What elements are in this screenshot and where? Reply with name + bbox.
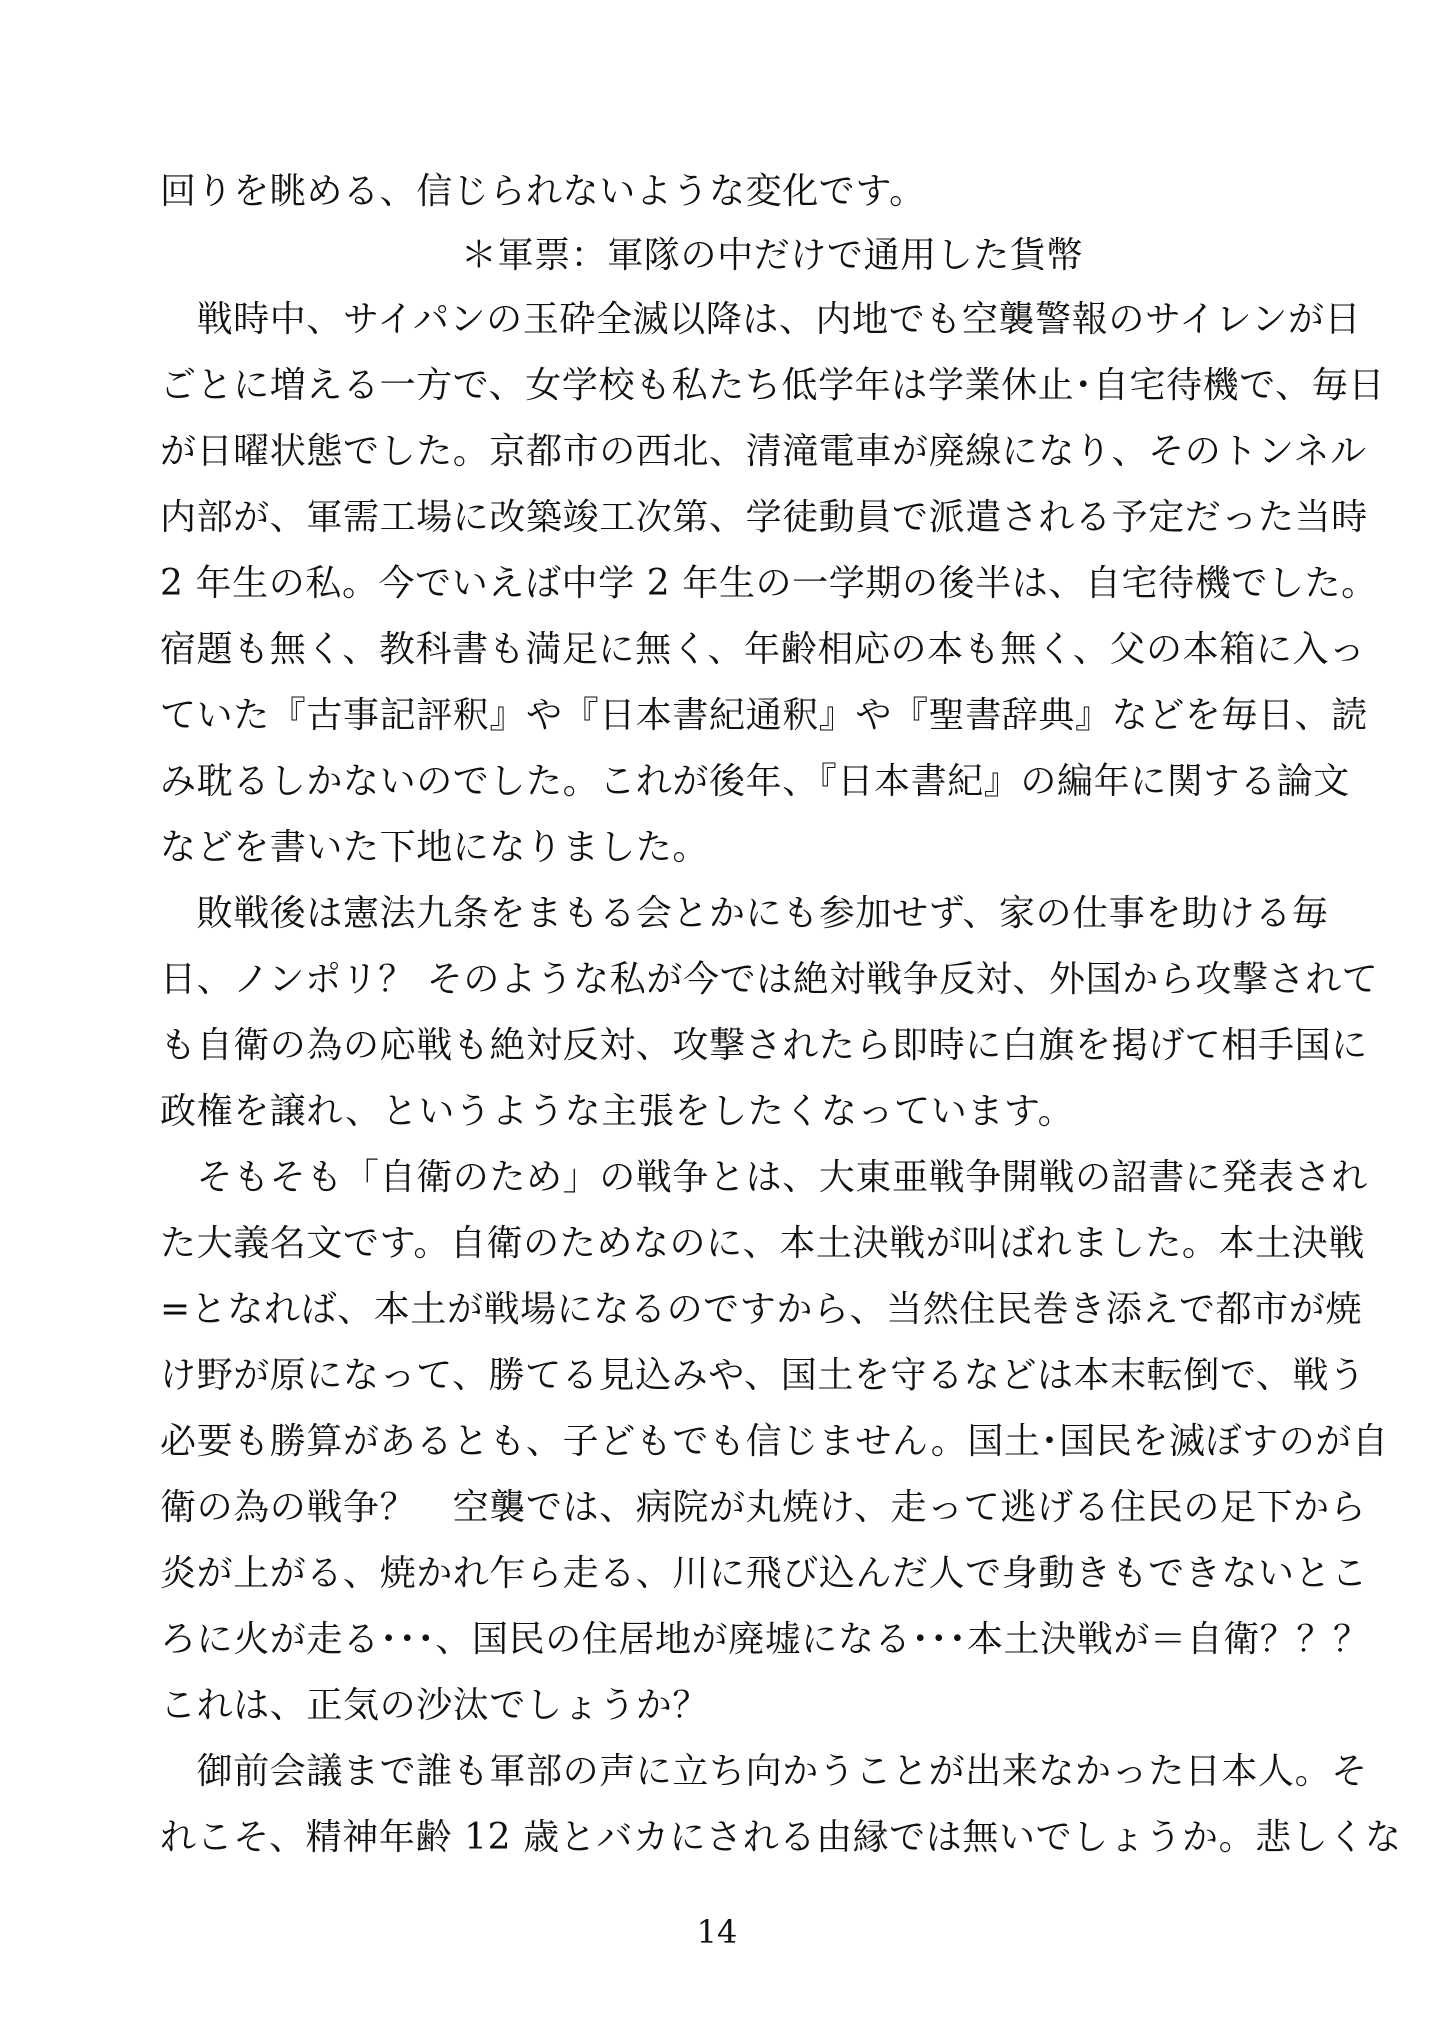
text-line: み耽るしかないのでした。これが後年、『日本書紀』の編年に関する論文: [160, 761, 1350, 802]
text-line: 敗戦後は憲法九条をまもる会とかにも参加せず、家の仕事を助ける毎: [160, 893, 1329, 934]
text-line: 日、ノンポリ？ そのような私が今では絶対戦争反対、外国から攻撃されて: [160, 959, 1379, 1000]
text-line: 政権を譲れ、というような主張をしたくなっています。: [160, 1091, 1075, 1132]
text-line: も自衛の為の応戦も絶対反対、攻撃されたら即時に白旗を掲げて相手国に: [160, 1025, 1368, 1066]
text-line: 内部が、軍需工場に改築竣工次第、学徒動員で派遣される予定だった当時: [160, 497, 1368, 538]
text-line: そもそも「自衛のため」の戦争とは、大東亜戦争開戦の詔書に発表され: [160, 1157, 1368, 1198]
page-number: 14: [696, 1913, 738, 1951]
text-line: 戦時中、サイパンの玉砕全滅以降は、内地でも空襲警報のサイレンが日: [160, 299, 1362, 340]
text-line: け野が原になって、勝てる見込みや、国土を守るなどは本末転倒で、戦う: [160, 1355, 1366, 1396]
text-line: これは、正気の沙汰でしょうか？: [160, 1685, 710, 1726]
text-line: 炎が上がる、焼かれ乍ら走る、川に飛び込んだ人で身動きもできないとこ: [160, 1553, 1368, 1594]
text-line: 宿題も無く、教科書も満足に無く、年齢相応の本も無く、父の本箱に入っ: [160, 629, 1366, 670]
text-line: 衛の為の戦争？ 空襲では、病院が丸焼け、走って逃げる住民の足下から: [160, 1487, 1367, 1528]
text-line: などを書いた下地になりました。: [160, 827, 710, 868]
footnote-line: ＊軍票：軍隊の中だけで通用した貨幣: [460, 235, 1084, 276]
text-line: ろに火が走る･･･、国民の住居地が廃墟になる･･･本土決戦が＝自衛？？？: [160, 1619, 1370, 1660]
text-line: 2 年生の私。今でいえば中学 2 年生の一学期の後半は、自宅待機でした。: [160, 563, 1378, 604]
text-line: た大義名文です。自衛のためなのに、本土決戦が叫ばれました。本土決戦: [160, 1223, 1365, 1264]
text-line: れこそ、精神年齢 12 歳とバカにされる由縁では無いでしょうか。悲しくな: [160, 1817, 1402, 1858]
text-line: ごとに増える一方で、女学校も私たち低学年は学業休止･自宅待機で、毎日: [160, 365, 1385, 406]
text-line: ていた『古事記評釈』や『日本書紀通釈』や『聖書辞典』などを毎日、読: [160, 695, 1368, 736]
text-line: が日曜状態でした。京都市の西北、清滝電車が廃線になり、そのトンネル: [160, 431, 1367, 472]
text-line: 御前会議まで誰も軍部の声に立ち向かうことが出来なかった日本人。そ: [160, 1751, 1368, 1792]
text-line: 必要も勝算があるとも、子どもでも信じません。国土･国民を滅ぼすのが自: [160, 1421, 1389, 1462]
text-line: =となれば、本土が戦場になるのですから、当然住民巻き添えで都市が焼: [160, 1289, 1362, 1330]
text-line: 回りを眺める、信じられないような変化です。: [160, 171, 926, 212]
